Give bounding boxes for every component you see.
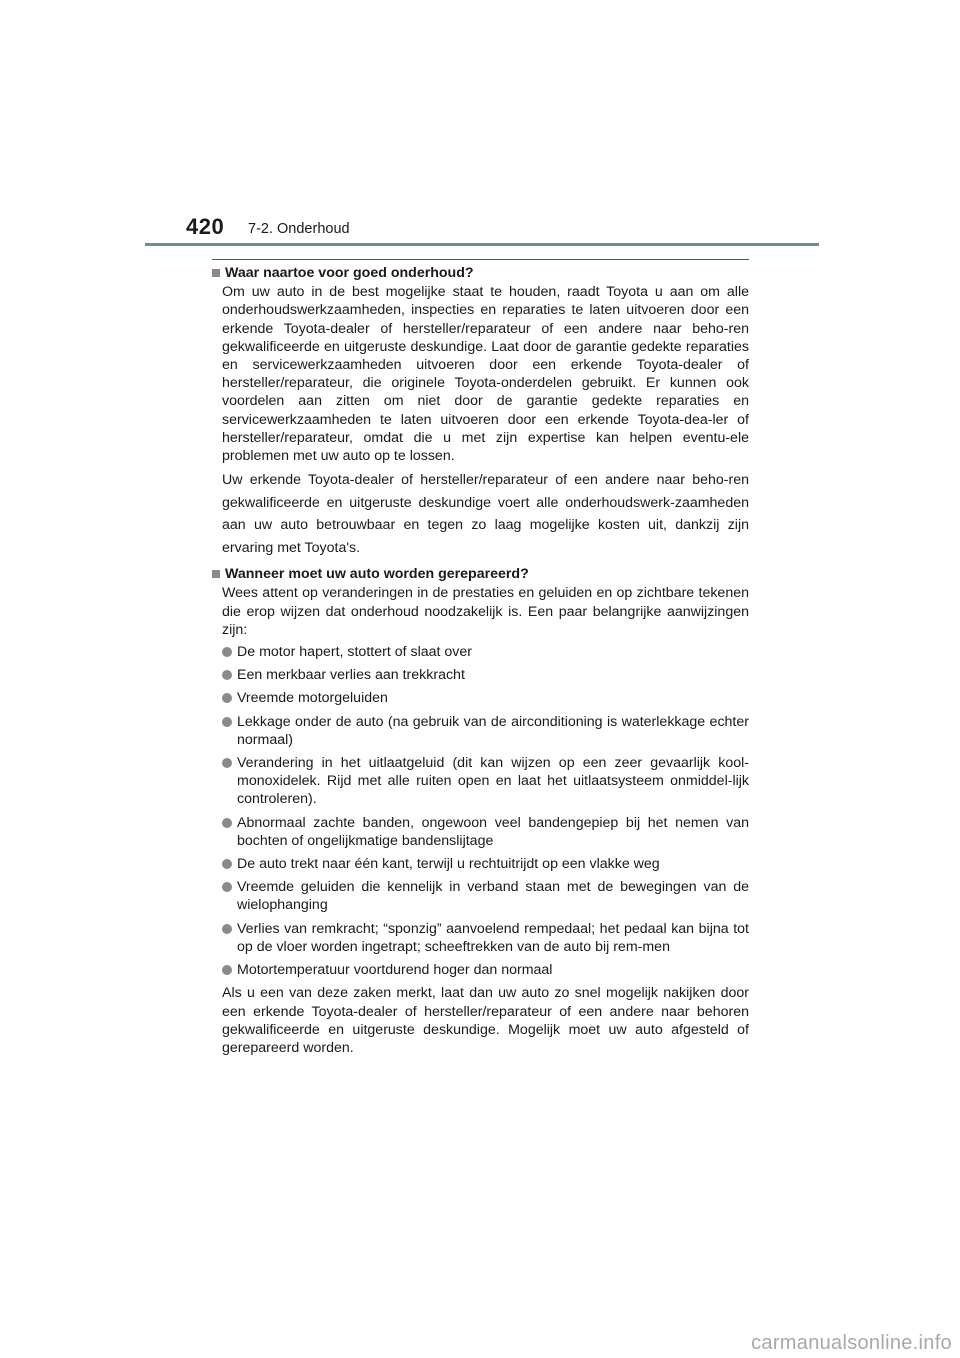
circle-bullet-icon [222,859,232,869]
list-item-text: Een merkbaar verlies aan trekkracht [237,667,465,684]
symptom-list [212,643,749,979]
circle-bullet-icon [222,924,232,934]
heading-when-label: Wanneer moet uw auto worden gerepareerd? [225,566,529,583]
when-closing: Als u een van deze zaken merkt, laat dan uw auto zo snel mogelijk nakijken door een erkende Toyota-dealer of hersteller/reparateur of een andere naar behoren gekwalificeerde en uitgeruste deskundige. Mogelijk moet uw auto afgesteld of gerepareerd worden. [222,985,749,1056]
list-item-text: Vreemde geluiden die kennelijk in verband staan met de bewegingen van de wielophanging [237,879,749,914]
list-item-text: Motortemperatuur voortdurend hoger dan normaal [237,962,553,979]
list-item [222,878,749,914]
heading-when [212,565,749,583]
list-item [222,754,749,809]
section-title: 7-2. Onderhoud [248,221,350,237]
list-item [222,713,749,749]
where-paragraph-2: Uw erkende Toyota-dealer of hersteller/reparateur of een andere naar beho-ren gekwalificeerde en uitgeruste deskundige voert alle onderhoudswerk-zaamheden aan uw auto betrouwbaar en tegen zo laag mogelijke kosten uit, dankzij zijn ervaring met Toyota's. [222,472,749,556]
list-item-text: Vreemde motorgeluiden [237,690,388,707]
circle-bullet-icon [222,717,232,727]
circle-bullet-icon [222,647,232,657]
square-bullet-icon [212,269,220,277]
list-item [222,855,749,873]
list-item [222,961,749,979]
circle-bullet-icon [222,758,232,768]
page-content [212,264,749,1061]
watermark: carmanualsonline.info [751,1332,952,1354]
where-paragraph-1: Om uw auto in de best mogelijke staat te houden, raadt Toyota u aan om alle onderhoudswerkzaamheden, inspecties en reparaties te laten uitvoeren door een erkende Toyota-dealer of hersteller/reparateur of een andere naar beho-ren gekwalificeerde en uitgeruste deskundige. Laat door de garantie gedekte reparaties en servicewerkzaamheden uitvoeren door een erkende Toyota-dealer of hersteller/reparateur, die originele Toyota-onderdelen gebruikt. Er kunnen ook voordelen aan zitten om niet door de garantie gedekte reparaties en servicewerkzaamheden te laten uitvoeren door een erkende Toyota-dea-ler of hersteller/reparateur, omdat die u met zijn expertise kan helpen eventu-ele problemen met uw auto op te lossen. [222,284,749,465]
circle-bullet-icon [222,818,232,828]
square-bullet-icon [212,570,220,578]
circle-bullet-icon [222,670,232,680]
header-divider [145,243,819,246]
list-item-text: De motor hapert, stottert of slaat over [237,644,472,661]
list-item [222,643,749,661]
heading-where-label: Waar naartoe voor goed onderhoud? [225,265,474,281]
list-item-text: Verlies van remkracht; “sponzig” aanvoelend rempedaal; het pedaal kan bijna tot op de vloer worden ingetrapt; scheeftrekken van de auto bij rem-men [237,920,749,955]
page-number: 420 [186,214,225,239]
list-item [222,689,749,707]
when-intro: Wees attent op veranderingen in de prestaties en geluiden en op zichtbare tekenen die erop wijzen dat onderhoud noodzakelijk is. Een paar belangrijke aanwijzingen zijn: [222,585,749,638]
circle-bullet-icon [222,882,232,892]
list-item-text: Lekkage onder de auto (na gebruik van de airconditioning is waterlekkage echter normaal) [237,713,749,748]
list-item [222,814,749,850]
list-item-text: De auto trekt naar één kant, terwijl u rechtuitrijdt op een vlakke weg [237,856,660,873]
list-item [222,920,749,956]
content-divider [212,259,749,260]
list-item-text: Verandering in het uitlaatgeluid (dit kan wijzen op een zeer gevaarlijk kool-monoxidelek. Rijd met alle ruiten open en laat het uitlaatsysteem onmiddel-lijk controleren). [237,755,749,808]
circle-bullet-icon [222,965,232,975]
circle-bullet-icon [222,693,232,703]
heading-where [212,264,749,282]
list-item-text: Abnormaal zachte banden, ongewoon veel bandengepiep bij het nemen van bochten of ongelijkmatige bandenslijtage [237,814,749,849]
list-item [222,666,749,684]
